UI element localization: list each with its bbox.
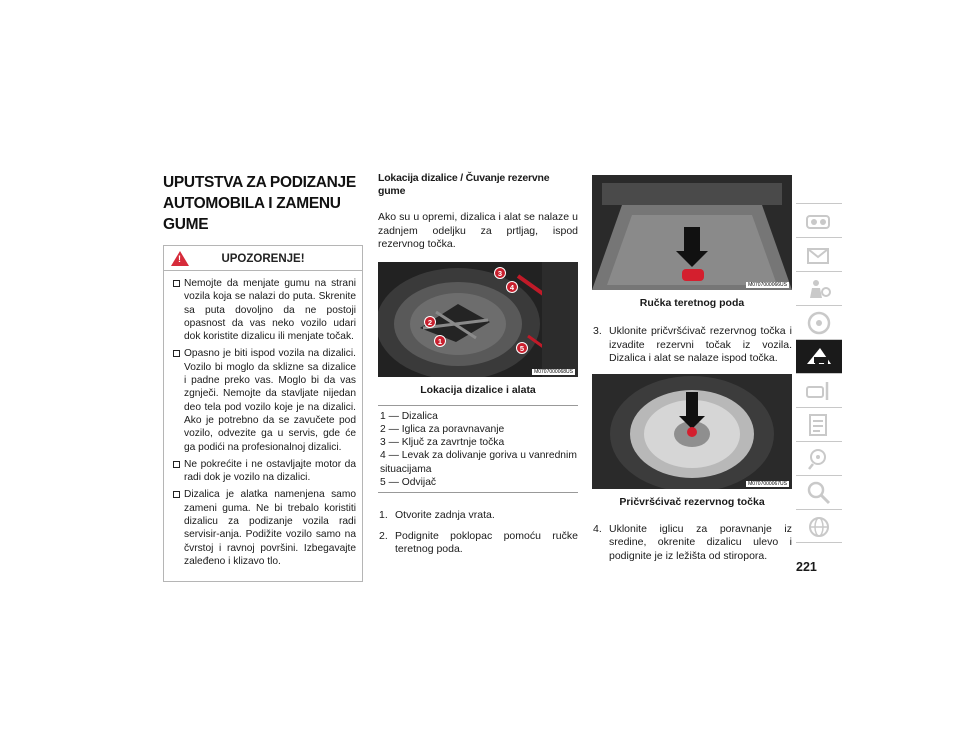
figure-code: M0707000067US <box>748 480 787 487</box>
checklist-icon <box>804 412 834 438</box>
warning-item: Dizalica je alatka namenjena samo zameni guma. Ne bi trebalo koristiti dizalicu za podizanje vozila radi servisir-anja. Podižite vozilo samo na čvrstoj i ravnoj površini. Izbegavajte zaleđeno i klizavo tlo. <box>173 488 356 568</box>
steering-icon <box>804 310 834 336</box>
legend-item: 5 — Odvijač <box>380 476 437 488</box>
tab-driving[interactable] <box>796 305 842 339</box>
warning-box <box>163 245 363 582</box>
page-title: UPUTSTVA ZA PODIZANJE AUTOMOBILA I ZAMENU GUME <box>163 174 356 233</box>
multimedia-icon <box>804 446 834 472</box>
step-item: 4. Uklonite iglicu za poravnanje iz sredine, okrenite dizalicu ulevo i podignite je iz ležišta od stiropora. <box>593 522 792 562</box>
column-middle <box>378 172 578 564</box>
tab-service[interactable] <box>796 373 842 407</box>
column-left <box>163 172 363 582</box>
figure-caption: Ručka teretnog poda <box>639 297 745 309</box>
search-icon <box>804 480 834 506</box>
jack-location-illustration <box>378 262 578 377</box>
warning-item: Opasno je biti ispod vozila na dizalici. Vozilo bi moglo da sklizne sa dizalice i padne preko vas. Moglo bi da vas zgnječi. Nemojte da stavljate nijedan deo tela pod vozilo koje je na dizalici. Ako je potrebno da se zavučete pod vozilo, odvezite ga u servis, gde će ga podići na profesionalnoj dizalici. <box>173 347 356 453</box>
figure-caption: Pričvršćivač rezervnog točka <box>619 495 765 508</box>
column-right <box>592 172 792 571</box>
legend-item: 3 — Ključ za zavrtnje točka <box>380 437 505 449</box>
emergency-icon <box>804 344 834 370</box>
chapter-tabs <box>796 203 842 543</box>
language-icon <box>804 514 834 540</box>
checkbox-bullet-icon <box>173 491 180 498</box>
step-item: 3. Uklonite pričvršćivač rezervnog točka i izvadite rezervni točak iz vozila. Dizalica i alat se nalaze ispod točka. <box>593 325 792 365</box>
tab-emergency[interactable] <box>796 339 842 373</box>
checkbox-bullet-icon <box>173 280 180 287</box>
safety-icon <box>804 276 834 302</box>
figure-code: M0707000068US <box>534 368 573 375</box>
tab-dashboard[interactable] <box>796 203 842 237</box>
checkbox-bullet-icon <box>173 350 180 357</box>
legend-item: 1 — Dizalica <box>380 410 438 422</box>
cargo-floor-photo <box>592 175 792 290</box>
tools-icon <box>804 378 834 404</box>
warning-item: Nemojte da menjate gumu na strani vozila koja se nalazi do puta. Skrenite sa puta dovoljno da ne postoji opasnost da vas neko vozilo udari dok koristite dizalicu ili menjate točak. <box>173 277 356 343</box>
section-subtitle: Lokacija dizalice / Čuvanje rezervne gume <box>378 172 550 197</box>
tab-safety[interactable] <box>796 271 842 305</box>
warning-header <box>164 245 362 271</box>
callout-3: 3 <box>494 267 506 279</box>
callout-2: 2 <box>424 316 436 328</box>
spare-wheel-illustration <box>592 374 792 489</box>
steps-list <box>592 325 792 366</box>
tab-keys[interactable] <box>796 237 842 271</box>
legend-item: 2 — Iglica za poravnavanje <box>380 423 505 435</box>
steps-list <box>378 509 578 557</box>
cargo-floor-illustration <box>592 175 792 290</box>
figure-caption: Lokacija dizalice i alata <box>420 383 536 396</box>
warning-item: Ne pokrećite i ne ostavljajte motor da radi dok je vozilo na dizalici. <box>173 458 356 485</box>
section-intro: Ako su u opremi, dizalica i alat se nalaze u zadnjem odeljku za prtljag, ispod rezervnog točka. <box>378 211 578 251</box>
jack-location-photo <box>378 262 578 377</box>
warning-title: UPOZORENJE! <box>221 253 305 265</box>
steps-list <box>592 523 792 564</box>
tab-language[interactable] <box>796 509 842 543</box>
warning-list <box>164 271 362 581</box>
warning-triangle-icon <box>171 251 189 266</box>
figure-legend <box>378 405 578 493</box>
tab-multimedia[interactable] <box>796 441 842 475</box>
legend-item: 4 — Levak za dolivanje goriva u vanrednim situacijama <box>380 450 577 475</box>
callout-5: 5 <box>516 342 528 354</box>
step-item: 1. Otvorite zadnja vrata. <box>379 509 495 521</box>
spare-wheel-photo <box>592 374 792 489</box>
dashboard-icon <box>804 208 834 234</box>
page-number: 221 <box>796 560 817 574</box>
mail-icon <box>804 242 834 268</box>
figure-code: M0707000066US <box>748 282 787 288</box>
tab-index[interactable] <box>796 475 842 509</box>
callout-4: 4 <box>506 281 518 293</box>
step-item: 2. Podignite poklopac pomoću ručke teretnog poda. <box>379 529 578 556</box>
checkbox-bullet-icon <box>173 461 180 468</box>
tab-specs[interactable] <box>796 407 842 441</box>
callout-1: 1 <box>434 335 446 347</box>
